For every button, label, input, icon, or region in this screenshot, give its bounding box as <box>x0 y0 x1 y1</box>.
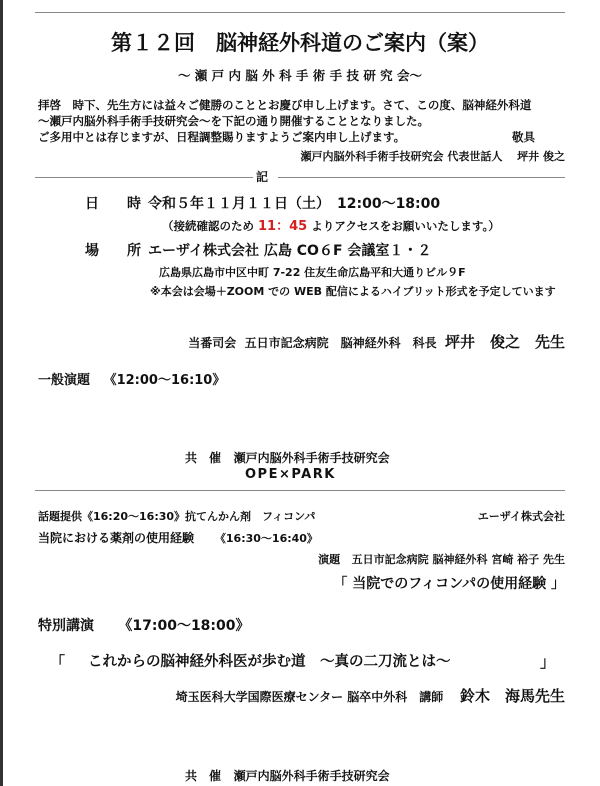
cosponsor-1-label: 共 催 <box>185 451 222 465</box>
venue-value: エーザイ株式会社 広島 CO６F 会議室１・２ <box>148 243 432 259</box>
connection-note-suffix: よりアクセスをお願いいたします。） <box>307 219 500 233</box>
special-name: 鈴木 海馬先生 <box>459 687 565 705</box>
lecture-speaker-line <box>318 552 565 567</box>
page-title: 第１２回 脳神経外科道のご案内（案） <box>111 31 489 55</box>
general-session <box>38 372 225 390</box>
cosponsor-2-label: 共 催 <box>185 769 222 783</box>
host-affiliation: 五日市記念病院 脳神経外科 科長 <box>244 336 437 350</box>
venue-address: 広島県広島市中区中町 7-22 住友生命広島平和大通りビル９F <box>159 266 466 279</box>
date-value: 令和５年１１月１１日（土） 12:00～18:00 <box>148 196 441 212</box>
top-divider <box>35 12 565 13</box>
section-divider <box>35 490 565 491</box>
ki-divider-right <box>278 177 565 178</box>
special-label: 特別講演 <box>38 618 94 634</box>
host-line <box>188 332 565 353</box>
cosponsor-1 <box>185 450 390 466</box>
greeting-closing: 敬具 <box>512 130 535 144</box>
lecture-line <box>38 530 318 547</box>
topic-provision: 話題提供《16:20～16:30》抗てんかん剤 フィコンパ <box>38 510 316 523</box>
cosponsor-1-org: 瀬戸内脳外科手術手技研究会 <box>233 451 390 465</box>
general-label: 一般演題 <box>38 373 91 388</box>
host-label: 当番司会 <box>188 336 237 350</box>
greeting-line-1: 拝啓 時下、先生方には益々ご健勝のこととお慶び申し上げます。さて、この度、脳神経外科道 <box>38 98 532 112</box>
host-name: 坪井 俊之 先生 <box>444 333 565 351</box>
subtitle: ～ 瀬 戸 内 脳 外 科 手 術 手 技 研 究 会～ <box>177 68 423 83</box>
connection-note-prefix: （接続確認のため <box>162 219 259 233</box>
special-quote-text: これからの脳神経外科医が歩む道 ～真の二刀流とは～ <box>88 654 451 670</box>
ki-mark: 記 <box>256 170 269 184</box>
cosponsor-1-org2: OPE×PARK <box>245 467 336 482</box>
lecture-speaker: 五日市記念病院 脳神経外科 宮崎 裕子 先生 <box>351 553 565 566</box>
lecture-time: 《16:30～16:40》 <box>214 532 318 545</box>
special-quote-open: 「 <box>50 653 66 671</box>
greeting-sender: 瀬戸内脳外科手術手技研究会 代表世話人 坪井 俊之 <box>300 150 565 163</box>
topic-company: エーザイ株式会社 <box>477 510 565 523</box>
general-time: 《12:00～16:10》 <box>103 373 226 388</box>
special-speaker <box>176 686 565 707</box>
cosponsor-2 <box>185 768 390 784</box>
special-time: 《17:00～18:00》 <box>118 618 250 634</box>
greeting-line-3: ご多用中とは存じますが、日程調整賜りますようご案内申し上げます。 <box>38 130 406 144</box>
connection-note <box>162 218 500 235</box>
greeting-line-2: ～瀬戸内脳外科手術手技研究会～を下記の通り開催することとなりました。 <box>38 114 429 128</box>
lecture-speaker-label: 演題 <box>318 553 341 566</box>
connection-time: 11：45 <box>258 219 308 234</box>
lecture-quote: 「 当院でのフィコンパの使用経験 」 <box>333 576 565 592</box>
ki-divider-left <box>35 177 253 178</box>
date-label: 日 時 <box>85 196 141 212</box>
lecture-title: 当院における薬剤の使用経験 <box>38 531 195 545</box>
cosponsor-2-org: 瀬戸内脳外科手術手技研究会 <box>233 769 390 783</box>
left-edge-border <box>0 0 3 786</box>
special-lecture-header <box>38 617 250 635</box>
special-quote-close: 」 <box>540 653 556 671</box>
venue-note: ※本会は会場＋ZOOM での WEB 配信によるハイブリット形式を予定しています <box>150 285 556 298</box>
venue-label: 場 所 <box>85 243 141 259</box>
special-affiliation: 埼玉医科大学国際医療センター 脳卒中外科 講師 <box>175 690 444 704</box>
